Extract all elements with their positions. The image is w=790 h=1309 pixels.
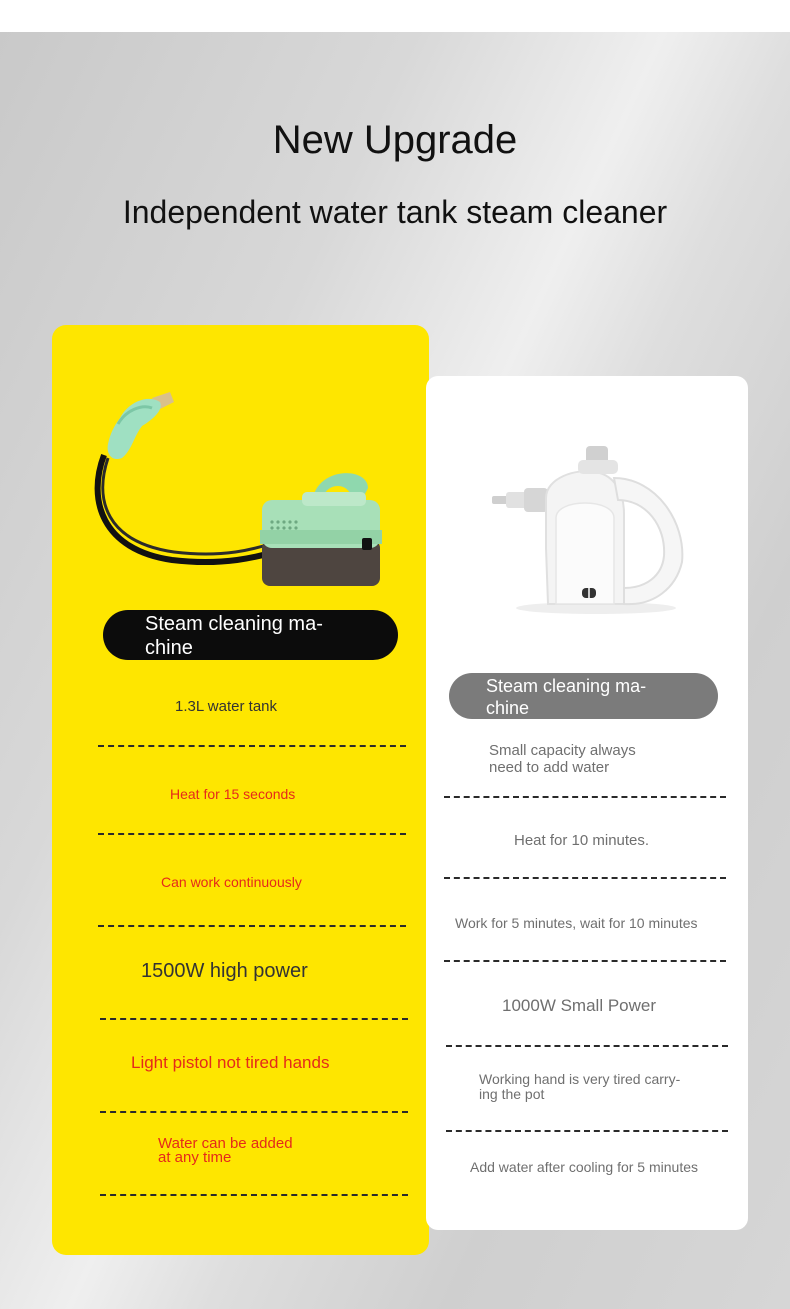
divider <box>446 1130 728 1132</box>
old-product-card <box>426 376 748 1230</box>
old-feature-5: Working hand is very tired carry- ing the pot <box>479 1071 681 1102</box>
divider <box>98 833 406 835</box>
divider <box>446 1045 728 1047</box>
promo-banner <box>0 32 790 1309</box>
new-feature-1: 1.3L water tank <box>175 698 278 715</box>
divider <box>98 745 406 747</box>
new-product-card <box>52 325 429 1255</box>
divider <box>444 877 726 879</box>
page-subtitle: Independent water tank steam cleaner <box>122 194 668 230</box>
new-feature-6: Water can be added at any time <box>158 1135 293 1166</box>
divider <box>100 1111 408 1113</box>
new-product-label-text: Steam cleaning ma- chine <box>145 613 323 659</box>
handheld-steam-cleaner-image <box>486 438 696 618</box>
old-feature-2: Heat for 10 minutes. <box>514 832 650 849</box>
new-feature-2: Heat for 15 seconds <box>170 786 296 802</box>
old-feature-3: Work for 5 minutes, wait for 10 minutes <box>455 915 698 931</box>
divider <box>444 796 726 798</box>
page-title: New Upgrade <box>272 118 518 162</box>
new-feature-5: Light pistol not tired hands <box>131 1053 330 1072</box>
old-feature-6: Add water after cooling for 5 minutes <box>470 1159 699 1175</box>
divider <box>100 1018 408 1020</box>
old-feature-1: Small capacity always need to add water <box>489 742 636 776</box>
divider <box>100 1194 408 1196</box>
external-tank-steam-cleaner-image <box>82 380 402 600</box>
new-product-label <box>103 610 398 660</box>
divider <box>98 925 406 927</box>
divider <box>444 960 726 962</box>
old-feature-4: 1000W Small Power <box>502 996 657 1015</box>
old-product-label-text: Steam cleaning ma- chine <box>486 676 647 718</box>
old-product-label <box>449 673 718 719</box>
new-feature-3: Can work continuously <box>161 874 302 890</box>
new-feature-4: 1500W high power <box>141 960 308 982</box>
